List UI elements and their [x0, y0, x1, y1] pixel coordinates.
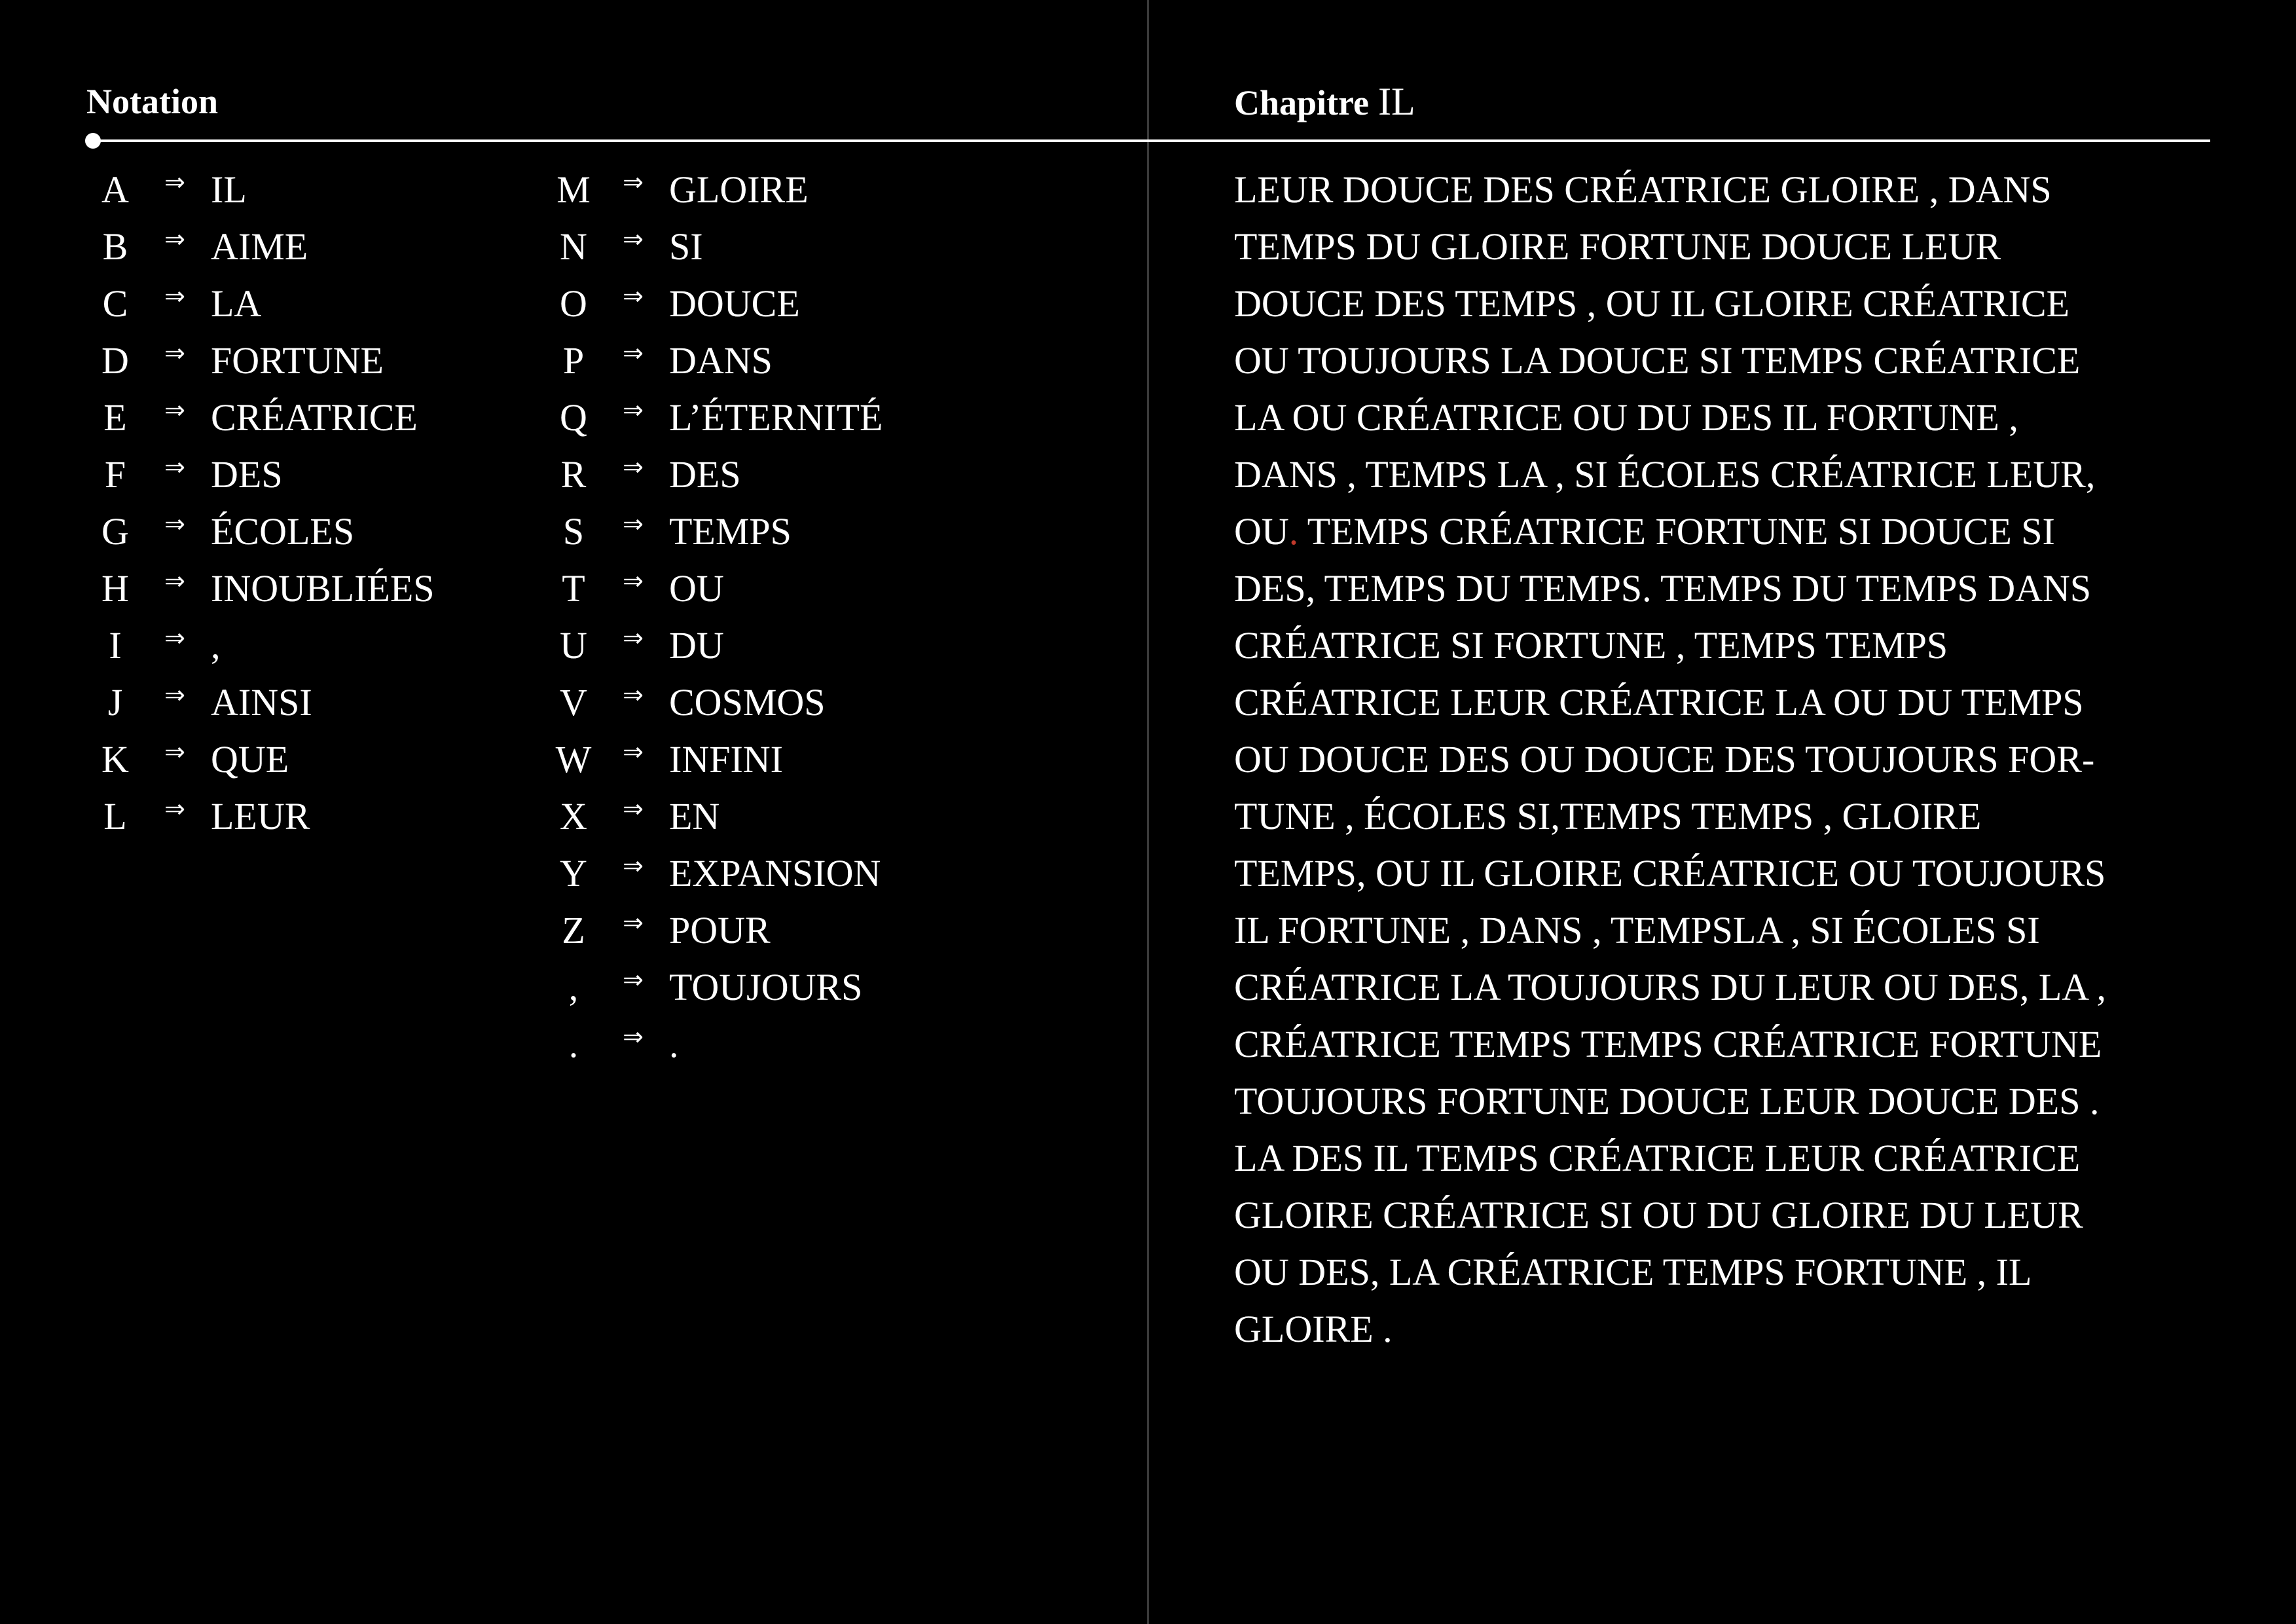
body-text-line: LEUR DOUCE DES CRÉATRICE GLOIRE , DANS: [1234, 168, 2052, 211]
double-arrow-right-icon: ⇒: [164, 509, 185, 538]
body-text-line: DOUCE DES TEMPS , OU IL GLOIRE CRÉATRICE: [1234, 282, 2070, 325]
body-text-line: TUNE , ÉCOLES SI,TEMPS TEMPS , GLOIRE: [1234, 795, 1982, 838]
legend-word: AIME: [211, 225, 308, 268]
body-text-line: OU TOUJOURS LA DOUCE SI TEMPS CRÉATRICE: [1234, 339, 2081, 382]
legend-row: [92, 617, 435, 674]
legend-row: [550, 332, 883, 389]
legend-letter: V: [560, 681, 587, 724]
legend-letter: .: [568, 1023, 579, 1065]
legend-letter: N: [560, 225, 587, 268]
legend-word: .: [669, 1023, 679, 1065]
legend-row: [92, 332, 435, 389]
legend-word: TEMPS: [669, 510, 792, 553]
legend-letter: L: [103, 795, 127, 838]
legend-word: POUR: [669, 909, 771, 951]
double-arrow-right-icon: ⇒: [164, 395, 185, 424]
double-arrow-right-icon: ⇒: [623, 281, 644, 310]
legend-word: EXPANSION: [669, 852, 881, 895]
legend-word: QUE: [211, 738, 289, 781]
legend-row: [92, 161, 435, 218]
body-text-line: TEMPS, OU IL GLOIRE CRÉATRICE OU TOUJOURS: [1234, 852, 2106, 895]
legend-word: SI: [669, 225, 703, 268]
legend-row: [92, 731, 435, 788]
double-arrow-right-icon: ⇒: [623, 1022, 644, 1051]
legend-column-1: [92, 161, 435, 845]
double-arrow-right-icon: ⇒: [623, 680, 644, 709]
legend-letter: J: [107, 681, 123, 724]
legend-letter: I: [109, 624, 122, 667]
legend-row: [550, 161, 883, 218]
legend-word: OU: [669, 567, 724, 610]
legend-row: [92, 218, 435, 275]
body-text-line: CRÉATRICE SI FORTUNE , TEMPS TEMPS: [1234, 624, 1948, 667]
legend-row: [92, 674, 435, 731]
legend-letter: S: [562, 510, 585, 553]
legend-letter: B: [102, 225, 128, 268]
legend-letter: K: [101, 738, 129, 781]
double-arrow-right-icon: ⇒: [164, 338, 185, 367]
legend-word: INFINI: [669, 738, 783, 781]
legend-letter: H: [101, 567, 129, 610]
body-text-line: OU DOUCE DES OU DOUCE DES TOUJOURS FOR-: [1234, 738, 2095, 781]
double-arrow-right-icon: ⇒: [623, 794, 644, 823]
double-arrow-right-icon: ⇒: [623, 623, 644, 652]
body-text-line: CRÉATRICE LA TOUJOURS DU LEUR OU DES, LA ,: [1234, 966, 2106, 1008]
legend-word: ÉCOLES: [211, 510, 355, 553]
body-text-line: DES, TEMPS DU TEMPS. TEMPS DU TEMPS DANS: [1234, 567, 2092, 610]
body-text-line: DANS , TEMPS LA , SI ÉCOLES CRÉATRICE LEUR,: [1234, 453, 2096, 496]
double-arrow-right-icon: ⇒: [164, 794, 185, 823]
legend-letter: X: [560, 795, 587, 838]
legend-row: [550, 503, 883, 560]
legend-letter: T: [562, 567, 585, 610]
chapter-label: Chapitre: [1234, 83, 1370, 122]
legend-letter: A: [101, 168, 129, 211]
header-rule-dot: [85, 133, 101, 149]
legend-letter: G: [101, 510, 129, 553]
double-arrow-right-icon: ⇒: [623, 167, 644, 196]
double-arrow-right-icon: ⇒: [164, 737, 185, 766]
page-gutter-divider: [1147, 0, 1149, 1624]
legend-letter: C: [102, 282, 128, 325]
legend-row: [550, 389, 883, 446]
legend-letter: E: [103, 396, 127, 439]
legend-word: ,: [211, 624, 221, 667]
double-arrow-right-icon: ⇒: [623, 566, 644, 595]
legend-letter: F: [104, 453, 126, 496]
legend-row: [550, 788, 883, 845]
legend-word: IL: [211, 168, 247, 211]
legend-row: [550, 902, 883, 959]
legend-word: CRÉATRICE: [211, 396, 418, 439]
body-text-line: LA DES IL TEMPS CRÉATRICE LEUR CRÉATRICE: [1234, 1137, 2081, 1179]
legend-letter: ,: [568, 966, 579, 1008]
body-text-line: LA OU CRÉATRICE OU DU DES IL FORTUNE ,: [1234, 396, 2018, 439]
legend-row: [550, 446, 883, 503]
legend-row: [550, 617, 883, 674]
legend-word: INOUBLIÉES: [211, 567, 435, 610]
chapter-body-text: [1234, 161, 2193, 1357]
legend-row: [92, 503, 435, 560]
legend-letter: U: [560, 624, 587, 667]
legend-letter: Y: [560, 852, 587, 895]
double-arrow-right-icon: ⇒: [623, 965, 644, 994]
legend-word: DU: [669, 624, 724, 667]
legend-word: EN: [669, 795, 720, 838]
double-arrow-right-icon: ⇒: [164, 680, 185, 709]
highlighted-period: .: [1288, 510, 1299, 553]
body-text-line: TOUJOURS FORTUNE DOUCE LEUR DOUCE DES .: [1234, 1080, 2100, 1122]
legend-row: [550, 560, 883, 617]
legend-row: [550, 674, 883, 731]
legend-letter: D: [101, 339, 129, 382]
chapter-number: IL: [1378, 80, 1415, 123]
notation-heading: Notation: [86, 82, 218, 121]
double-arrow-right-icon: ⇒: [623, 509, 644, 538]
body-text-line: IL FORTUNE , DANS , TEMPSLA , SI ÉCOLES SI: [1234, 909, 2040, 951]
legend-word: L’ÉTERNITÉ: [669, 396, 883, 439]
legend-letter: W: [555, 738, 592, 781]
body-text-line: OU. TEMPS CRÉATRICE FORTUNE SI DOUCE SI: [1234, 510, 2055, 553]
legend-word: DOUCE: [669, 282, 800, 325]
double-arrow-right-icon: ⇒: [623, 224, 644, 253]
legend-row: [550, 845, 883, 902]
legend-word: DES: [669, 453, 741, 496]
double-arrow-right-icon: ⇒: [623, 395, 644, 424]
double-arrow-right-icon: ⇒: [164, 167, 185, 196]
double-arrow-right-icon: ⇒: [623, 908, 644, 937]
double-arrow-right-icon: ⇒: [164, 566, 185, 595]
double-arrow-right-icon: ⇒: [623, 338, 644, 367]
legend-word: LA: [211, 282, 262, 325]
double-arrow-right-icon: ⇒: [164, 452, 185, 481]
legend-letter: P: [562, 339, 585, 382]
legend-row: [550, 275, 883, 332]
body-text-line: TEMPS DU GLOIRE FORTUNE DOUCE LEUR: [1234, 225, 2001, 268]
legend-row: [550, 731, 883, 788]
body-text-line: OU DES, LA CRÉATRICE TEMPS FORTUNE , IL: [1234, 1251, 2032, 1293]
legend-row: [550, 218, 883, 275]
header-rule: [92, 139, 2210, 142]
legend-word: GLOIRE: [669, 168, 809, 211]
double-arrow-right-icon: ⇒: [623, 851, 644, 880]
legend-word: AINSI: [211, 681, 312, 724]
double-arrow-right-icon: ⇒: [164, 224, 185, 253]
legend-row: [92, 446, 435, 503]
legend-letter: O: [560, 282, 587, 325]
legend-row: [92, 275, 435, 332]
double-arrow-right-icon: ⇒: [623, 452, 644, 481]
legend-column-2: [550, 161, 883, 1073]
legend-word: COSMOS: [669, 681, 826, 724]
legend-row: [92, 788, 435, 845]
body-text-line: GLOIRE CRÉATRICE SI OU DU GLOIRE DU LEUR: [1234, 1194, 2083, 1236]
legend-word: FORTUNE: [211, 339, 384, 382]
body-text-line: GLOIRE .: [1234, 1308, 1393, 1350]
body-text-line: CRÉATRICE TEMPS TEMPS CRÉATRICE FORTUNE: [1234, 1023, 2102, 1065]
legend-letter: M: [556, 168, 591, 211]
double-arrow-right-icon: ⇒: [623, 737, 644, 766]
legend-letter: R: [560, 453, 587, 496]
legend-row: [550, 959, 883, 1016]
legend-word: LEUR: [211, 795, 310, 838]
chapter-heading: [1234, 79, 1415, 126]
legend-letter: Z: [562, 909, 585, 951]
legend-word: DES: [211, 453, 283, 496]
double-arrow-right-icon: ⇒: [164, 281, 185, 310]
body-text-line: CRÉATRICE LEUR CRÉATRICE LA OU DU TEMPS: [1234, 681, 2084, 724]
legend-row: [92, 389, 435, 446]
legend-word: DANS: [669, 339, 773, 382]
legend-row: [550, 1016, 883, 1073]
legend-letter: Q: [560, 396, 587, 439]
double-arrow-right-icon: ⇒: [164, 623, 185, 652]
legend-word: TOUJOURS: [669, 966, 863, 1008]
legend-row: [92, 560, 435, 617]
